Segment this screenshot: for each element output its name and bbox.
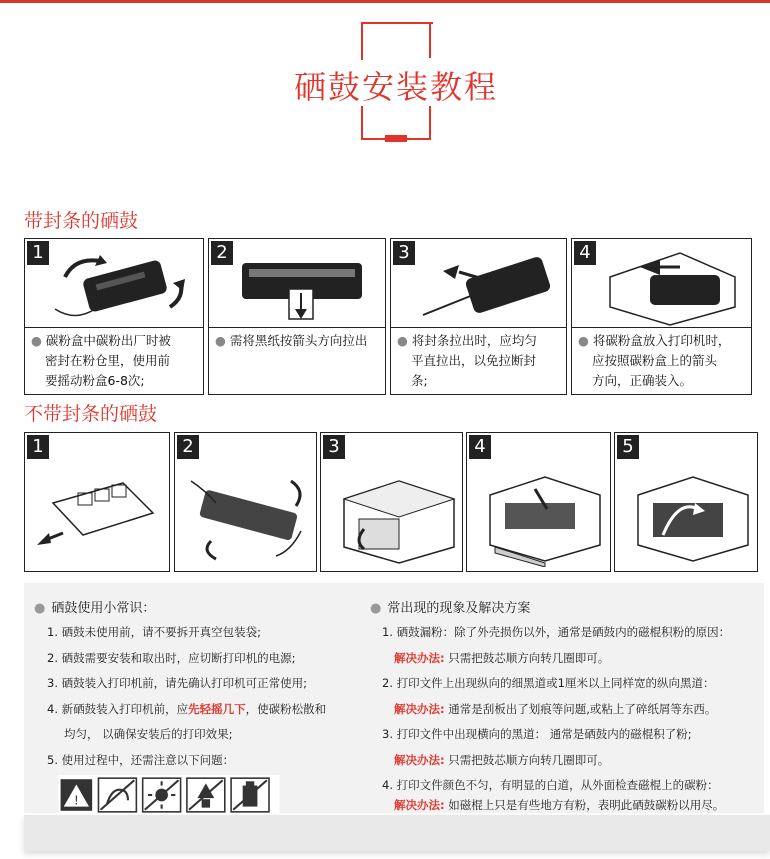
unsealed-step-2 [174,432,317,572]
issue-fix-line: 解决办法: 只需把鼓芯顺方向转几圈即可。 [394,753,610,767]
sealed-step-4 [571,238,752,395]
sealed-step-1 [24,238,204,395]
pull-paper-illustration [227,249,377,325]
step-caption: ● 需将黑纸按箭头方向拉出 [215,333,368,348]
no-heat-icon [187,778,225,812]
svg-text:!: ! [73,792,79,808]
tip-line: 4. 新硒鼓装入打印机前，应先轻摇几下，使碳粉松散和 [47,702,327,716]
tips-heading: ● 硒鼓使用小常识： [34,601,156,616]
tip-highlight: 先轻摇几下 [188,702,246,716]
warning-icons-row [54,775,284,815]
unsealed-step-4 [466,432,611,572]
step-number: 3 [393,241,415,265]
step-number: 1 [27,435,49,459]
title-block [0,18,770,148]
no-tilt-icon [231,778,269,812]
insert-cartridge-illustration [600,247,745,327]
unsealed-step-3 [320,432,463,572]
unpack-cartridge-illustration [33,463,163,563]
tip-line: 5. 使用过程中，还需注意以下问题： [47,753,235,767]
step-number: 4 [574,241,596,265]
issues-heading: ● 常出现的现象及解决方案 [370,601,531,616]
tip-line: 1. 硒鼓未使用前，请不要拆开真空包装袋; [47,625,262,639]
warning-triangle-icon [61,779,93,811]
issue-fix-line: 解决办法: 只需把鼓芯顺方向转几圈即可。 [394,651,610,665]
page-title: 硒鼓安装教程 [293,68,498,106]
sealed-step-3 [390,238,567,395]
step-number: 2 [211,241,233,265]
sealed-step-2 [208,238,386,395]
no-sunlight-icon [143,778,181,812]
tip-line: 均匀， 以确保安装后的打印效果; [64,727,233,741]
top-accent-line [0,0,770,3]
issue-fix-line: 解决办法: 如磁棍上只是有些地方有粉，表明此硒鼓碳粉以用尽。 [394,798,725,812]
cartridge-shake-illustration [45,247,195,325]
close-printer-illustration [623,459,753,567]
step-number: 1 [27,241,49,265]
footer-bar [24,815,770,851]
shake-cartridge-illustration [181,461,313,566]
tip-line: 2. 硒鼓需要安装和取出时，应切断打印机的电源; [47,651,296,665]
insert-into-printer-illustration [475,459,607,567]
section-title-unsealed: 不带封条的硒鼓 [24,403,158,425]
unsealed-step-5 [614,432,758,572]
step-number: 5 [617,435,639,459]
no-hand-touch-icon [98,778,136,812]
title-marker [385,135,407,142]
step-number: 3 [323,435,345,459]
step-caption: ● 将封条拉出时，应均匀 平直拉出，以免拉断封 条; [397,333,537,388]
unsealed-step-1 [24,432,170,572]
open-printer-illustration [329,459,459,567]
step-number: 4 [469,435,491,459]
section-title-sealed: 带封条的硒鼓 [24,210,139,232]
title-frame [361,22,433,60]
step-caption: ● 碳粉盒中碳粉出厂时被 密封在粉仓里，使用前 要摇动粉盒6-8次; [31,333,171,388]
issue-line: 2. 打印文件上出现纵向的细黑道或1厘米以上同样宽的纵向黑道： [382,676,715,690]
issue-line: 3. 打印文件中出现横向的黑道： 通常是硒鼓内的磁棍积了粉; [382,727,692,741]
issue-fix-line: 解决办法: 通常是刮板出了划痕等问题,或粘上了碎纸屑等东西。 [394,702,717,716]
issue-line: 4. 打印文件颜色不匀，有明显的白道，从外面检查磁棍上的碳粉： [382,778,719,792]
pull-seal-illustration [413,247,563,327]
tip-line: 3. 硒鼓装入打印机前，请先确认打印机可正常使用; [47,676,307,690]
issue-line: 1. 硒鼓漏粉：除了外壳损伤以外，通常是硒鼓内的磁棍积粉的原因： [382,625,731,639]
info-box [24,583,764,813]
step-caption: ● 将碳粉盒放入打印机时， 应按照碳粉盒上的箭头 方向，正确装入。 [578,333,731,388]
step-number: 2 [177,435,199,459]
